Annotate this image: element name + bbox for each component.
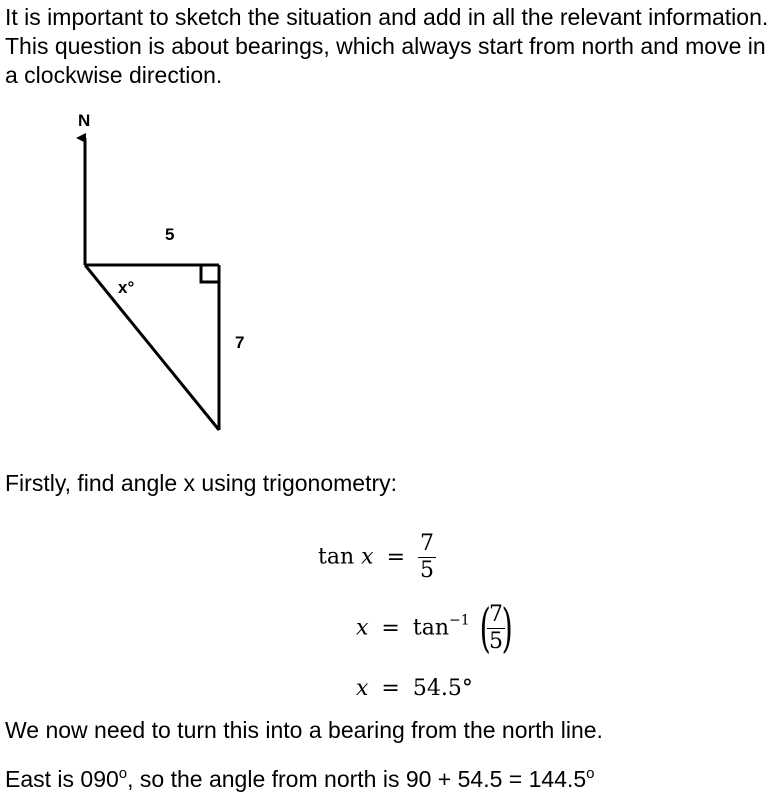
eq1-fn: tan: [318, 544, 355, 570]
equation-3: [356, 676, 473, 701]
eq2-right-paren: ): [501, 598, 513, 659]
step3-degree-mark-end: o: [586, 765, 595, 782]
right-side-label: 7: [235, 333, 245, 352]
bearing-diagram: [0, 100, 300, 440]
eq3-value: 54.5°: [412, 676, 473, 701]
angle-label: x°: [118, 278, 135, 297]
triangle-hypotenuse: [85, 265, 219, 430]
eq2-left-paren: (: [479, 598, 491, 659]
step3-text-before: East is 090: [5, 766, 119, 792]
eq1-numerator: 7: [420, 531, 434, 556]
eq2-var: x: [356, 615, 369, 641]
eq2-numerator: 7: [488, 602, 503, 627]
equation-2: [356, 598, 517, 659]
intro-paragraph: It is important to sketch the situation and add in all the relevant information. This question is about bearings, which always start from north and move in a clockwise direction.: [5, 4, 769, 88]
eq2-fn: tan: [412, 615, 449, 641]
eq3-var: x: [356, 676, 369, 701]
eq1-denominator: 5: [420, 558, 434, 583]
eq2-exponent: −1: [449, 612, 470, 629]
step3-text-after: , so the angle from north is 90 + 54.5 = 144.5: [127, 766, 587, 792]
eq3-op: =: [381, 676, 400, 701]
eq1-fraction: [418, 531, 436, 584]
right-angle-marker: [201, 265, 219, 282]
step3-degree-mark: o: [118, 765, 128, 782]
eq1-op: =: [386, 544, 405, 570]
step1-text: Firstly, find angle x using trigonometry:: [5, 470, 398, 496]
top-side-label: 5: [165, 225, 175, 244]
north-label: N: [78, 111, 91, 130]
eq1-var: x: [361, 544, 374, 570]
eq2-op: =: [381, 615, 400, 641]
step2-text: We now need to turn this into a bearing from the north line.: [5, 717, 603, 743]
eq2-denominator: 5: [488, 629, 503, 654]
equation-1: [318, 531, 436, 584]
